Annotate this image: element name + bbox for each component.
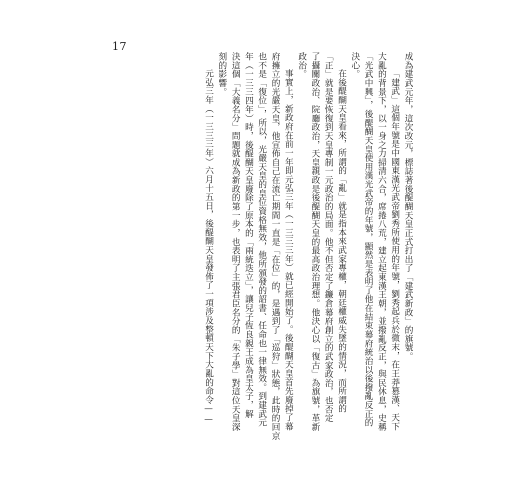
text-column: 了攝關政治、院廳政治，天皇親政是後醍醐天皇的最高政治理想。他決心以「復古」為旗號，革新 [309, 52, 320, 432]
text-column: 「光武中興」，後醍醐天皇使用漢光武帝的年號，顯然是表明了他在結束幕府統治以後撥亂反正的 [363, 52, 374, 427]
text-column: 大亂的背景下，以一身之力掃清六合，席捲八荒，建立起東漢王朝，並撥亂反正，與民休息，史稱 [376, 52, 387, 432]
text-column: 決這個「大義名分」問題就成為新政的第一步，也表明了主張君臣名分的「朱子學」對這位天皇深 [230, 52, 241, 432]
text-column: 也不是「復位」，所以，光嚴天皇的皇位資格無效，他所頒發的詔書、任命也一律無效。到建武元 [256, 52, 267, 427]
text-column: 年（一三三四年）時，後醍醐天皇廢除了原本的「兩統迭立」，讓兒子恆良親王成為皇太子，解 [243, 52, 254, 419]
text-column: 「建武」這個年號是中國東漢光武帝劉秀所使用的年號，劉秀起兵於微末，在王莽篡漢、天下 [389, 69, 400, 431]
text-column: 事實上，新政府在前一年即元弘三年（一三三三年）就已經開始了。後醍醐天皇首先廢掉了幕 [283, 69, 294, 431]
text-column: 決心。 [349, 52, 360, 79]
text-column: 在後醍醐天皇看來，所謂的「亂」就是指本來武家專權，朝廷權威失墜的情況，而所謂的 [336, 69, 347, 413]
text-column: 府擁立的光嚴天皇，他宣佈自己在流亡期間一直是「在位」的，是遇到了「巡狩」狀態，此時的回京 [270, 52, 281, 441]
page-number: 17 [112, 40, 127, 53]
text-column: 「正」就是要恢復到天皇專制一元政治的局面。他不但否定了鐮倉幕府創立的武家政治，也否定 [323, 52, 334, 423]
text-column: 政治。 [296, 52, 307, 79]
text-column: 成為建武元年，這次改元，標誌著後醍醐天皇正式打出了「建武新政」的旗號。 [403, 52, 413, 361]
vertical-text-body [108, 52, 414, 462]
text-column: 元弘三年（一三三三年）六月十五日，後醍醐天皇發佈了一項涉及整頓天下大亂的命令—— [203, 69, 214, 425]
text-column: 刻的影響。 [216, 52, 227, 97]
